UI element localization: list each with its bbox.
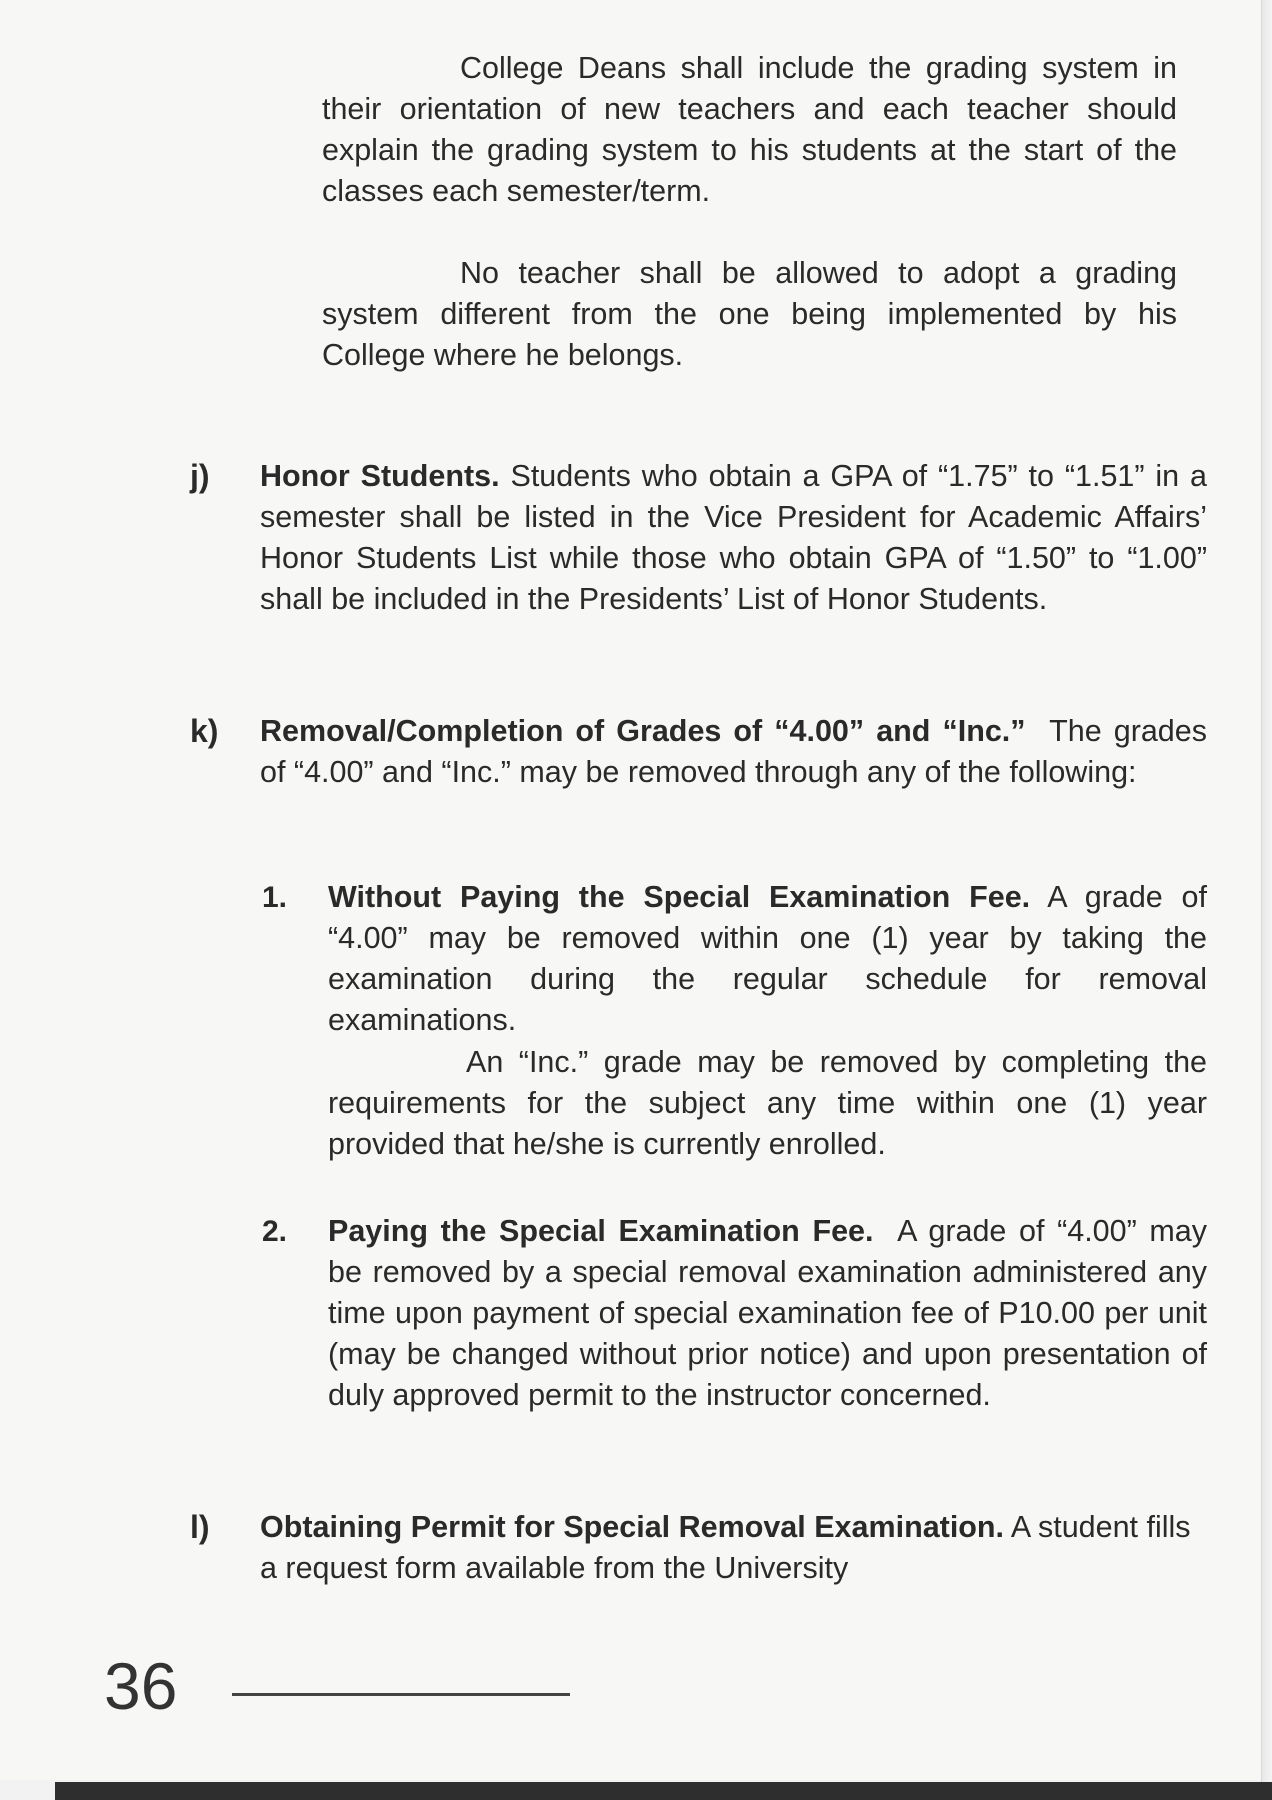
section-k-paragraph — [260, 711, 1207, 793]
scan-bottom-border — [55, 1782, 1272, 1800]
item-2-text: A grade of “4.00” may be removed by a special removal examination administered any time upon payment of special examination fee of P10.00 per unit (may be changed without prior notice) and upon presentation of duly approved permit to the instructor concerned. — [328, 1214, 1208, 1412]
section-j-paragraph — [260, 456, 1207, 620]
footer-rule — [232, 1693, 570, 1696]
item-2-number: 2. — [262, 1215, 288, 1248]
item-2-title: Paying the Special Examination Fee. — [328, 1214, 874, 1248]
item-2-paragraph — [328, 1211, 1207, 1416]
intro-paragraph-1: College Deans shall include the grading system in their orientation of new teachers and each teacher should explain the grading system to his students at the start of the classes each semester/term. — [322, 51, 1177, 208]
item-1-text: A grade of “4.00” may be removed within one (1) year by taking the examination during the regular schedule for removal examinations. — [328, 880, 1207, 1037]
item-1-paragraph — [328, 877, 1207, 1041]
item-1-number: 1. — [262, 881, 288, 914]
section-k-marker: k) — [190, 713, 219, 749]
intro-paragraph-2: No teacher shall be allowed to adopt a grading system different from the one being implemented by his College where he belongs. — [322, 256, 1177, 372]
section-k-title: Removal/Completion of Grades of “4.00” and “Inc.” — [260, 714, 1026, 748]
section-j-marker: j) — [190, 458, 210, 494]
section-l-title: Obtaining Permit for Special Removal Examination. — [260, 1510, 1005, 1544]
section-l-paragraph — [260, 1507, 1207, 1589]
section-l-text: A student fills a request form available from the University — [260, 1510, 1191, 1585]
section-l-marker: l) — [190, 1509, 210, 1545]
section-k-text: The grades of “4.00” and “Inc.” may be removed through any of the following: — [260, 714, 1207, 789]
page-number: 36 — [104, 1649, 178, 1723]
section-j-title: Honor Students. — [260, 459, 500, 493]
item-1-extra-paragraph: An “Inc.” grade may be removed by completing the requirements for the subject any time within one (1) year provided that he/she is currently enrolled. — [328, 1045, 1207, 1161]
section-j-text: Students who obtain a GPA of “1.75” to “1.51” in a semester shall be listed in the Vice President for Academic Affairs’ Honor Students List while those who obtain GPA of “1.50” to “1.00” shall be included in the Presidents’ List of Honor Students. — [260, 459, 1207, 616]
item-1-title: Without Paying the Special Examination Fee. — [328, 880, 1031, 914]
page-edge-shadow — [1261, 0, 1272, 1800]
